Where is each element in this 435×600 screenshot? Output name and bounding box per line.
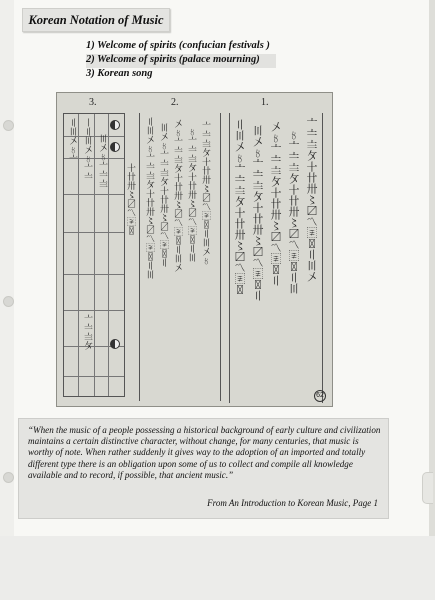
notation-glyphs: 〡〢〣〤〥〦〧: [82, 118, 92, 181]
page-number-circle: 62: [314, 390, 326, 402]
music-score-image: [56, 92, 333, 407]
page-title: Korean Notation of Music: [28, 12, 164, 27]
notation-column: [139, 113, 221, 401]
notation-glyphs: 〤〥〦〧〨〩〸〹〺〻〼〽〾〿〢〣〤: [172, 119, 182, 272]
grid-line: [64, 310, 124, 311]
notation-glyphs: 〥〦〧〨〩〸〹〺〻〼〽〾〿〢〣: [287, 129, 300, 294]
notation-glyphs: 〣〤〥〦〧〨: [97, 134, 107, 188]
notation-glyphs: 〢〣〤〥〦〧〨〩〸〹〺〻〼〽〾〿: [233, 119, 246, 295]
column-number: 3.: [89, 97, 97, 108]
citation: From An Introduction to Korean Music, Page 1: [207, 498, 378, 508]
notation-glyphs: 〥〦〧〨〩〸〹〺〻〼〽〾〿〢〣: [186, 127, 196, 262]
notation-grid: [63, 113, 125, 397]
song-list: [86, 40, 276, 82]
page-edge: [429, 0, 435, 600]
notation-glyphs: 〦〧〨〩〸〹〺〻〼〽〾〿〢〣〤: [305, 117, 318, 282]
notation-glyphs: 〦〧〨〩〸〹〺〻〼〽〾〿〢〣〤〥: [200, 121, 210, 265]
quote-box: [18, 418, 389, 519]
notation-glyphs: 〣〤〥〦〧〨〩〸〹〺〻〼〽〾〿〢: [158, 123, 168, 267]
column-number: 2.: [171, 97, 179, 108]
list-item: 3) Korean song: [86, 68, 153, 79]
list-item: 1) Welcome of spirits (confucian festivals ): [86, 40, 270, 51]
grid-line: [64, 274, 124, 275]
notation-glyphs: 〢〣〤〥〦〧〨〩〸〹〺〻〼〽〾〿〢〣: [144, 117, 154, 279]
quote-text: “When the music of a people possessing a historical background of early culture and civilization maintains a certain distinctive character, without change, for many centuries, that music is worthy of note. When rather suddenly it gives way to the adoption of an imported and totally different type there is an obligation upon some of us to collect and compile all knowledge available and to record, if possible, that ancient music.”: [28, 425, 381, 480]
column-number: 1.: [261, 97, 269, 108]
notation-glyphs: 〦〧〨〩: [82, 314, 92, 350]
punch-hole: [3, 120, 14, 131]
beat-mark: [110, 120, 120, 130]
punch-hole: [3, 472, 14, 483]
grid-line: [78, 114, 79, 396]
grid-line: [64, 232, 124, 233]
grid-line: [94, 114, 95, 396]
notation-glyphs: 〤〥〦〧〨〩〸〹〺〻〼〽〾〿〢: [269, 121, 282, 286]
beat-mark: [110, 142, 120, 152]
page-bottom: [0, 536, 435, 600]
list-item: 2) Welcome of spirits (palace mourning): [86, 54, 276, 68]
notation-glyphs: 〢〣〤〥〦: [67, 118, 77, 163]
notation-column: [229, 113, 323, 403]
grid-line: [64, 194, 124, 195]
page-tab: [422, 472, 433, 504]
notation-glyphs: 〣〤〥〦〧〨〩〸〹〺〻〼〽〾〿〢: [251, 125, 264, 301]
beat-mark: [110, 339, 120, 349]
grid-line: [64, 376, 124, 377]
binder-margin: [0, 0, 14, 600]
title-label: [22, 8, 170, 32]
notation-glyphs: 〸〹〺〻〼〽〾〿: [125, 163, 135, 235]
grid-line: [108, 114, 109, 396]
punch-hole: [3, 296, 14, 307]
